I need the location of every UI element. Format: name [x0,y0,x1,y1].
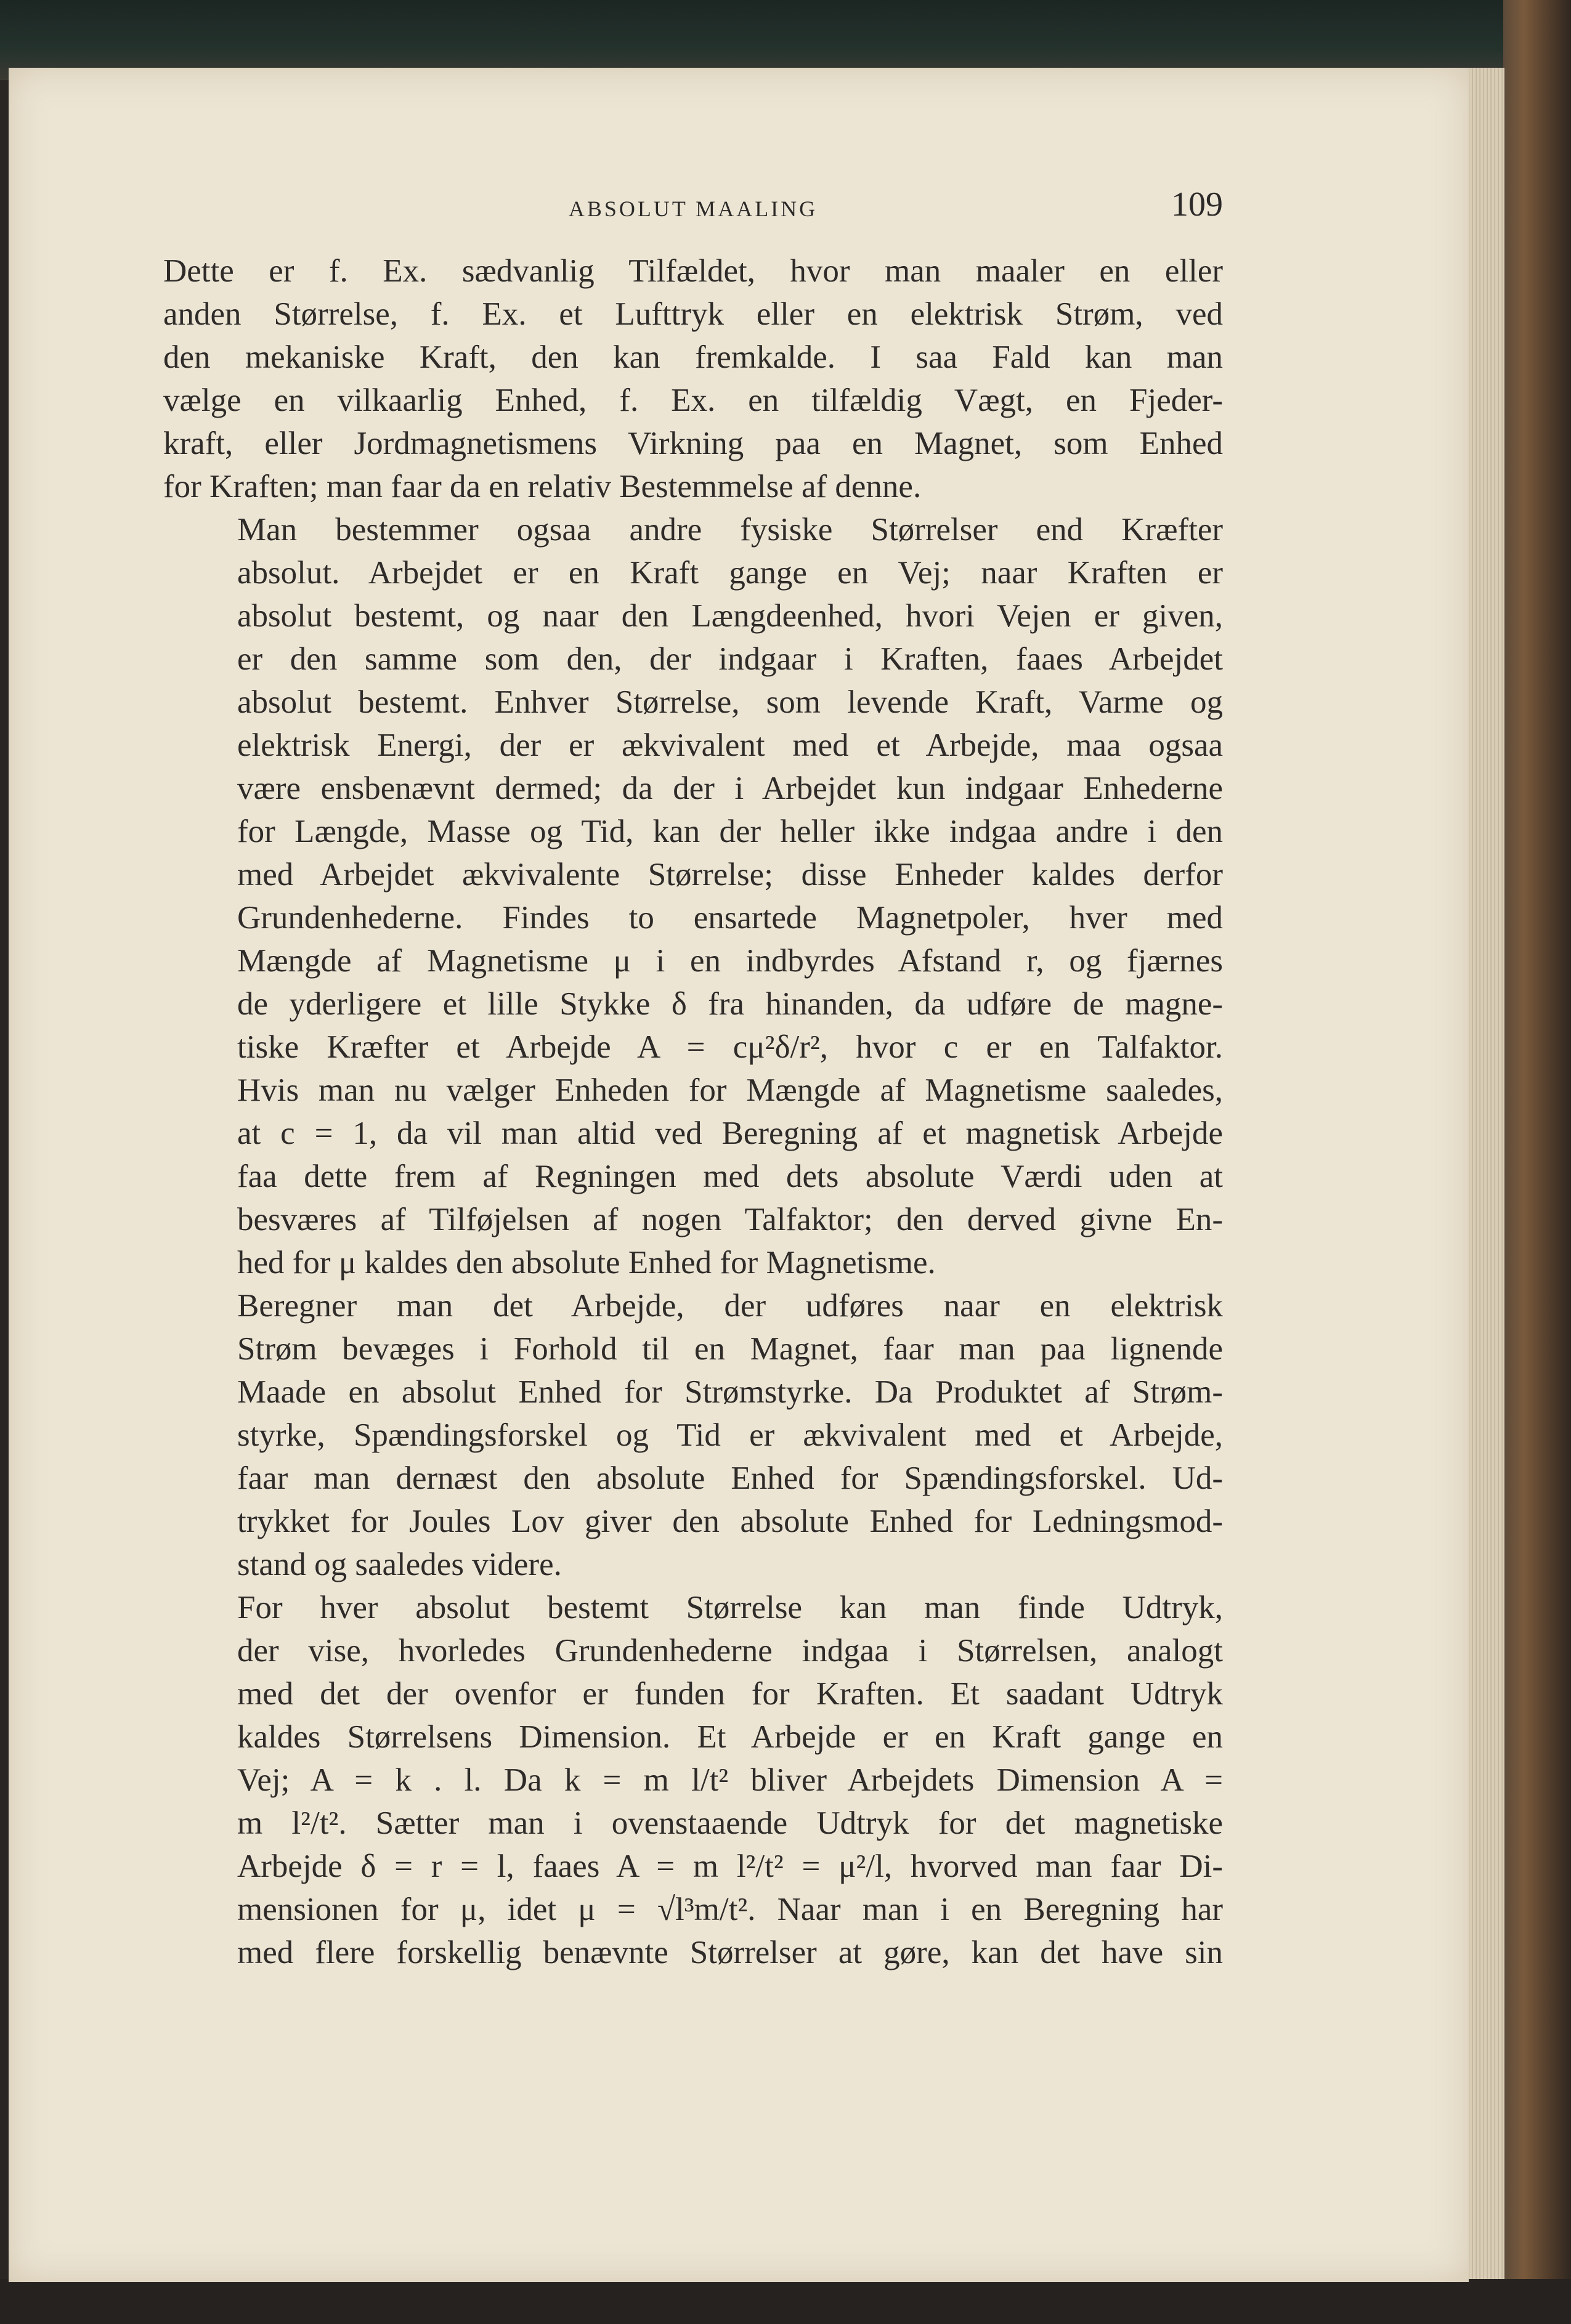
page-header [163,185,1223,240]
paragraph-3 [163,1284,1223,1586]
text-line: de yderligere et lille Stykke δ fra hinanden, da udføre de magne- [237,986,1223,1022]
text-line: absolut bestemt, og naar den Længdeenhed, hvori Vejen er given, [237,598,1223,634]
body-text [163,249,1223,1974]
text-line: styrke, Spændingsforskel og Tid er ækvivalent med et Arbejde, [237,1417,1223,1453]
text-line: at c = 1, da vil man altid ved Beregning af et magnetisk Arbejde [237,1115,1223,1151]
page-edges [1466,68,1504,2285]
paragraph-4 [163,1586,1223,1974]
text-line: med Arbejdet ækvivalente Størrelse; disse Enheder kaldes derfor [237,857,1223,893]
text-line: trykket for Joules Lov giver den absolute Enhed for Ledningsmod- [237,1504,1223,1539]
text-line: vælge en vilkaarlig Enhed, f. Ex. en tilfældig Vægt, en Fjeder- [163,383,1223,418]
text-line: kraft, eller Jordmagnetismens Virkning paa en Magnet, som Enhed [163,426,1223,461]
text-line: mensionen for μ, idet μ = √l³m/t². Naar man i en Beregning har [237,1892,1223,1927]
text-line: anden Størrelse, f. Ex. et Lufttryk eller en elektrisk Strøm, ved [163,296,1223,332]
text-line: for Kraften; man faar da en relativ Bestemmelse af denne. [163,469,922,504]
text-line: faar man dernæst den absolute Enhed for Spændingsforskel. Ud- [237,1460,1223,1496]
page-number: 109 [1171,185,1223,224]
text-line: med det der ovenfor er funden for Kraften. Et saadant Udtryk [237,1676,1223,1712]
text-line: Arbejde δ = r = l, faaes A = m l²/t² = μ²/l, hvorved man faar Di- [237,1848,1223,1884]
text-line: Man bestemmer ogsaa andre fysiske Størrelser end Kræfter [237,512,1223,548]
text-line: For hver absolut bestemt Størrelse kan man finde Udtryk, [237,1590,1223,1626]
text-line: kaldes Størrelsens Dimension. Et Arbejde er en Kraft gange en [237,1719,1223,1755]
text-line: med flere forskellig benævnte Størrelser at gøre, kan det have sin [237,1935,1223,1970]
text-line: Grundenhederne. Findes to ensartede Magnetpoler, hver med [237,900,1223,936]
book-cover-right [1503,0,1571,2324]
text-line: Hvis man nu vælger Enheden for Mængde af Magnetisme saaledes, [237,1072,1223,1108]
text-line: Maade en absolut Enhed for Strømstyrke. Da Produktet af Strøm- [237,1374,1223,1410]
text-line: Strøm bevæges i Forhold til en Magnet, faar man paa lignende [237,1331,1223,1367]
text-line: stand og saaledes videre. [237,1547,562,1582]
text-line: m l²/t². Sætter man i ovenstaaende Udtryk for det magnetiske [237,1805,1223,1841]
text-line: tiske Kræfter et Arbejde A = cμ²δ/r², hvor c er en Talfaktor. [237,1029,1223,1065]
book-cover-bottom [0,2279,1571,2324]
paragraph-2 [163,508,1223,1284]
paragraph-1 [163,249,1223,508]
text-line: den mekaniske Kraft, den kan fremkalde. I saa Fald kan man [163,339,1223,375]
running-head: ABSOLUT MAALING [568,196,818,221]
text-line: elektrisk Energi, der er ækvivalent med et Arbejde, maa ogsaa [237,727,1223,763]
text-line: Dette er f. Ex. sædvanlig Tilfældet, hvor man maaler en eller [163,253,1223,289]
text-line: absolut bestemt. Enhver Størrelse, som levende Kraft, Varme og [237,684,1223,720]
text-line: Mængde af Magnetisme μ i en indbyrdes Afstand r, og fjærnes [237,943,1223,979]
text-line: besværes af Tilføjelsen af nogen Talfaktor; den derved givne En- [237,1202,1223,1237]
text-line: der vise, hvorledes Grundenhederne indgaa i Størrelsen, analogt [237,1633,1223,1669]
text-line: absolut. Arbejdet er en Kraft gange en Vej; naar Kraften er [237,555,1223,591]
text-line: faa dette frem af Regningen med dets absolute Værdi uden at [237,1159,1223,1194]
text-line: hed for μ kaldes den absolute Enhed for Magnetisme. [237,1245,936,1281]
text-line: Vej; A = k . l. Da k = m l/t² bliver Arbejdets Dimension A = [237,1762,1223,1798]
text-line: for Længde, Masse og Tid, kan der heller ikke indgaa andre i den [237,814,1223,849]
text-line: er den samme som den, der indgaar i Kraften, faaes Arbejdet [237,641,1223,677]
text-line: Beregner man det Arbejde, der udføres naar en elektrisk [237,1288,1223,1324]
text-line: være ensbenævnt dermed; da der i Arbejdet kun indgaar Enhederne [237,771,1223,806]
